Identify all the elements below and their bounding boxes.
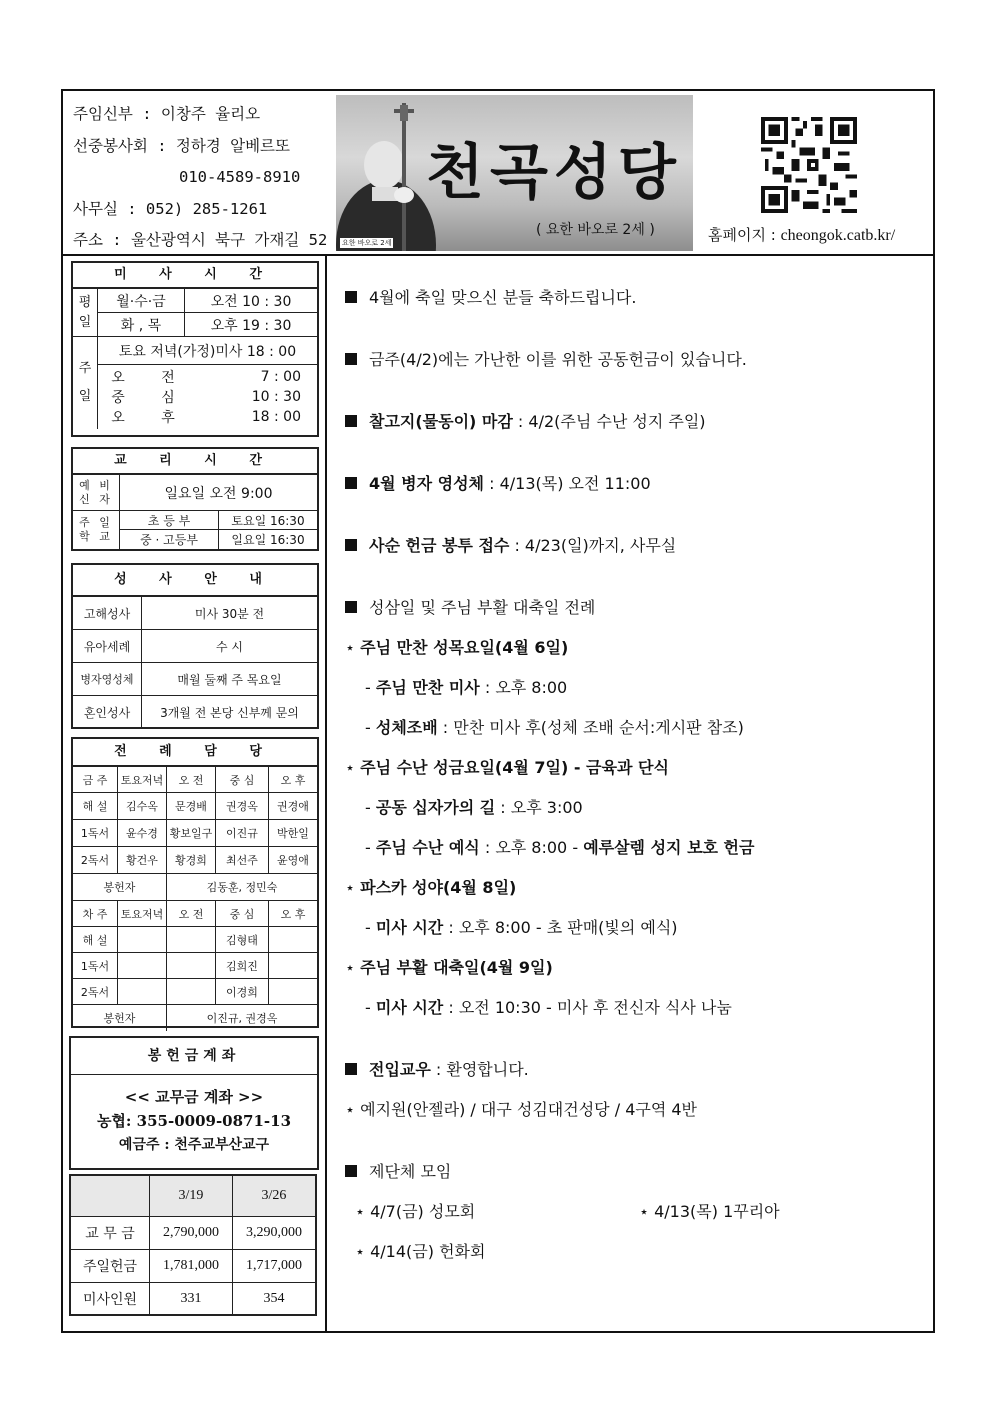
sunday-mass-b: 후: [161, 410, 175, 426]
liturgy-header: 중 심: [216, 767, 269, 793]
homepage-label: 홈페이지 :: [708, 226, 776, 244]
patron-saint: ( 요한 바오로 2세 ): [536, 222, 655, 238]
liturgy-cell: 권경애: [269, 793, 318, 820]
item-label: 미사 시간: [375, 998, 444, 1017]
liturgy-cell: 최선주: [216, 847, 269, 874]
bullet-square-icon: [345, 1063, 357, 1075]
item-text: : 오후 8:00 -: [479, 838, 584, 857]
catechumen-label: 예 비 신 자: [73, 475, 120, 511]
bullet-square-icon: [345, 477, 357, 489]
meeting-3: ⋆ 4/14(금) 헌화회: [355, 1242, 486, 1261]
notice-text: 제단체 모임: [369, 1162, 452, 1181]
liturgy-header: 오 전: [167, 767, 216, 793]
finance-label: 교 무 금: [71, 1216, 150, 1249]
mass-times-box: [71, 261, 319, 437]
mass-times-title: 미 사 시 간: [73, 263, 317, 288]
catechumen-time: 일요일 오전 9:00: [120, 475, 318, 511]
sacrament-name: 병자영성체: [73, 663, 142, 696]
liturgy-cell: 황보일구: [167, 820, 216, 847]
finance-box: [69, 1174, 317, 1316]
liturgy-cell: 윤영애: [269, 847, 318, 874]
liturgy-cell: [118, 927, 167, 953]
notice-text: : 환영합니다.: [430, 1060, 529, 1079]
notice-text: 4월에 축일 맞으신 분들 축하드립니다.: [369, 288, 637, 307]
good-friday-stations: - 공동 십자가의 길 : 오후 3:00: [365, 798, 583, 817]
sacrament-value: 3개월 전 본당 신부께 문의: [142, 696, 318, 729]
photo-caption: 요한 바오로 2세: [342, 239, 392, 247]
notice-4: [345, 471, 651, 494]
finance-label: 주일헌금: [71, 1249, 150, 1282]
finance-header: 3/19: [150, 1176, 233, 1216]
bullet-square-icon: [345, 1165, 357, 1177]
sunday-mass-a: 중: [111, 390, 125, 406]
notice-2: [345, 347, 747, 370]
finance-header: [71, 1176, 150, 1216]
item-label: 성체조배: [375, 718, 438, 737]
item-text: 4/7(금) 성모회: [370, 1202, 476, 1221]
finance-value: 354: [233, 1282, 316, 1315]
item-heading: 주님 만찬 성목요일(4월 6일): [360, 638, 569, 657]
good-friday: ⋆ 주님 수난 성금요일(4월 7일) - 금육과 단식: [345, 758, 669, 777]
sacraments-title: 성 사 안 내: [73, 565, 317, 596]
offering-names: 이진규, 권경옥: [167, 1005, 318, 1031]
school-time: 일요일 16:30: [219, 530, 318, 549]
bullet-square-icon: [345, 291, 357, 303]
sacrament-value: 미사 30분 전: [142, 597, 318, 630]
liturgy-cell: [269, 979, 318, 1005]
liturgy-cell: [167, 927, 216, 953]
sacrament-value: 매월 둘째 주 목요일: [142, 663, 318, 696]
holy-thursday-adoration: - 성체조배 : 만찬 미사 후(성체 조배 순서:게시판 참조): [365, 718, 744, 737]
account-line-1: << 교무금 계좌 >>: [124, 1088, 264, 1106]
account-holder: 예금주 : 천주교부산교구: [118, 1137, 270, 1153]
sacrament-name: 고해성사: [73, 597, 142, 630]
liturgy-header: 오 후: [269, 901, 318, 927]
notice-5: [345, 533, 676, 556]
liturgy-header: 오 전: [167, 901, 216, 927]
item-text: : 오후 8:00: [479, 678, 568, 697]
sacrament-value: 수 시: [142, 630, 318, 663]
bullet-square-icon: [345, 353, 357, 365]
liturgy-header: 차 주: [73, 901, 118, 927]
finance-value: 2,790,000: [150, 1216, 233, 1249]
liturgy-header: 오 후: [269, 767, 318, 793]
liturgy-header: 중 심: [216, 901, 269, 927]
liturgy-cell: [167, 979, 216, 1005]
office: 사무실 : 052) 285-1261: [73, 199, 268, 218]
liturgy-cell: 이경희: [216, 979, 269, 1005]
item-heading: 주님 부활 대축일(4월 9일): [360, 958, 553, 977]
item-label: 주님 만찬 미사: [375, 678, 480, 697]
liturgy-header: 금 주: [73, 767, 118, 793]
offering-names: 김동훈, 정민숙: [167, 874, 318, 901]
bullet-square-icon: [345, 539, 357, 551]
pastor: 주임신부 : 이창주 율리오: [73, 105, 261, 123]
liturgy-box: [71, 737, 319, 1028]
holy-thursday: ⋆ 주님 만찬 성목요일(4월 6일): [345, 638, 569, 657]
easter-sunday: ⋆ 주님 부활 대축일(4월 9일): [345, 958, 553, 977]
sunday-mass-time: 10 : 30: [251, 389, 301, 405]
sunday-mass-b: 심: [161, 390, 175, 406]
doctrine-box: [71, 447, 319, 551]
notice-heading: 4월 병자 영성체: [369, 474, 485, 493]
liturgy-cell: [269, 953, 318, 979]
notice-6: [345, 595, 595, 618]
notice-text: : 4/2(주님 수난 성지 주일): [512, 412, 706, 431]
notice-heading: 전입교우: [369, 1060, 431, 1079]
liturgy-cell: 김희진: [216, 953, 269, 979]
liturgy-cell: 윤수경: [118, 820, 167, 847]
liturgy-role: 2독서: [73, 979, 118, 1005]
finance-value: 3,290,000: [233, 1216, 316, 1249]
mass-time: 오후 19 : 30: [185, 313, 318, 337]
item-label: 주님 수난 예식: [375, 838, 480, 857]
notice-1: [345, 285, 636, 308]
liturgy-cell: [118, 979, 167, 1005]
liturgy-role: 해 설: [73, 927, 118, 953]
council: 선중봉사회 : 정하경 알베르또: [73, 136, 291, 155]
liturgy-cell: 박한일: [269, 820, 318, 847]
new-parishioner: ⋆ 예지원(안젤라) / 대구 성김대건성당 / 4구역 4반: [345, 1100, 698, 1119]
finance-header: 3/26: [233, 1176, 316, 1216]
liturgy-cell: [269, 927, 318, 953]
liturgy-role: 1독서: [73, 820, 118, 847]
liturgy-cell: 황건우: [118, 847, 167, 874]
offering-label: 봉헌자: [73, 874, 167, 901]
doctrine-title: 교 리 시 간: [73, 449, 317, 474]
notice-3: [345, 409, 706, 432]
finance-value: 1,781,000: [150, 1249, 233, 1282]
sunday-mass-a: 오: [111, 370, 125, 386]
qr-code-icon[interactable]: [761, 117, 857, 213]
liturgy-header: 토요저녁: [118, 767, 167, 793]
item-text: 4/13(목) 1꾸리아: [654, 1202, 780, 1221]
bullet-square-icon: [345, 601, 357, 613]
homepage-link[interactable]: [708, 224, 895, 245]
sunday-mass-time: 18 : 00: [251, 409, 301, 425]
liturgy-cell: 이진규: [216, 820, 269, 847]
weekday-label: 평일: [73, 289, 98, 337]
offering-label: 봉헌자: [73, 1005, 167, 1031]
church-banner: [336, 95, 693, 251]
item-text: 4/14(금) 헌화회: [370, 1242, 486, 1261]
easter-vigil: ⋆ 파스카 성야(4월 8일): [345, 878, 517, 897]
sunday-mass-time: 7 : 00: [260, 369, 301, 385]
item-text: : 오후 3:00: [495, 798, 583, 817]
item-text: : 오전 10:30 - 미사 후 전신자 식사 나눔: [443, 998, 732, 1017]
notice-heading: 사순 헌금 봉투 접수: [369, 536, 510, 555]
mass-days: 화 , 목: [98, 313, 185, 337]
account-title: 봉헌금계좌: [71, 1038, 317, 1075]
address: 주소 : 울산광역시 북구 가재길 52: [73, 231, 328, 249]
mass-days: 월·수·금: [98, 289, 185, 313]
sunday-school-label: 주 일 학 교: [73, 511, 120, 549]
liturgy-cell: 권경옥: [216, 793, 269, 820]
notice-heading: 찰고지(물동이) 마감: [369, 412, 513, 431]
sunday-mass-b: 전: [161, 370, 175, 386]
easter-vigil-time: - 미사 시간 : 오후 8:00 - 초 판매(빛의 예식): [365, 918, 678, 937]
header: [63, 91, 933, 256]
liturgy-header: 토요저녁: [118, 901, 167, 927]
item-text: : 만찬 미사 후(성체 조배 순서:게시판 참조): [437, 718, 744, 737]
finance-value: 1,717,000: [233, 1249, 316, 1282]
item-heading: 파스카 성야(4월 8일): [360, 878, 517, 897]
liturgy-title: 전 례 담 당: [73, 739, 317, 766]
sacraments-box: [71, 563, 319, 729]
notice-text: 금주(4/2)에는 가난한 이를 위한 공동헌금이 있습니다.: [369, 350, 747, 369]
notice-7: [345, 1057, 529, 1080]
saturday-mass: 토요 저녁(가정)미사 18 : 00: [98, 337, 318, 365]
column-divider: [325, 254, 327, 1331]
notice-8: [345, 1159, 451, 1182]
homepage-url[interactable]: cheongok.catb.kr/: [780, 227, 896, 244]
notice-text: 성삼일 및 주님 부활 대축일 전례: [369, 598, 596, 617]
bullet-square-icon: [345, 415, 357, 427]
sunday-mass-a: 오: [111, 410, 125, 426]
easter-sunday-time: - 미사 시간 : 오전 10:30 - 미사 후 전신자 식사 나눔: [365, 998, 732, 1017]
liturgy-cell: 김형태: [216, 927, 269, 953]
sacrament-name: 혼인성사: [73, 696, 142, 729]
phone: 010-4589-8910: [179, 168, 301, 186]
liturgy-role: 1독서: [73, 953, 118, 979]
item-label: 공동 십자가의 길: [375, 798, 496, 817]
notice-text: : 4/13(목) 오전 11:00: [484, 474, 651, 493]
liturgy-role: 해 설: [73, 793, 118, 820]
item-text: 예지원(안젤라) / 대구 성김대건성당 / 4구역 4반: [360, 1100, 698, 1119]
finance-label: 미사인원: [71, 1282, 150, 1315]
account-box: [69, 1036, 319, 1170]
sunday-label: 주일: [73, 337, 98, 430]
notice-text: : 4/23(일)까지, 사무실: [509, 536, 677, 555]
bulletin-frame: [61, 89, 935, 1333]
sacrament-name: 유아세례: [73, 630, 142, 663]
church-name: 천곡성당: [426, 138, 682, 208]
liturgy-cell: 김수옥: [118, 793, 167, 820]
finance-value: 331: [150, 1282, 233, 1315]
meeting-2: ⋆ 4/13(목) 1꾸리아: [639, 1202, 780, 1221]
school-group: 초 등 부: [120, 511, 219, 530]
contact-info: [73, 99, 327, 257]
liturgy-role: 2독서: [73, 847, 118, 874]
account-number: 농협: 355-0009-0871-13: [96, 1112, 292, 1130]
meeting-1: ⋆ 4/7(금) 성모회: [355, 1202, 476, 1221]
holy-thursday-mass: - 주님 만찬 미사 : 오후 8:00: [365, 678, 568, 697]
liturgy-cell: [167, 953, 216, 979]
item-label: 미사 시간: [375, 918, 444, 937]
good-friday-service: - 주님 수난 예식 : 오후 8:00 - 예루살렘 성지 보호 헌금: [365, 838, 755, 857]
item-text: : 오후 8:00 - 초 판매(빛의 예식): [443, 918, 678, 937]
liturgy-cell: [118, 953, 167, 979]
school-time: 토요일 16:30: [219, 511, 318, 530]
item-emphasis: 예루살렘 성지 보호 헌금: [583, 838, 755, 857]
liturgy-cell: 문경배: [167, 793, 216, 820]
mass-time: 오전 10 : 30: [185, 289, 318, 313]
item-heading: 주님 수난 성금요일(4월 7일) - 금육과 단식: [360, 758, 669, 777]
liturgy-cell: 황경희: [167, 847, 216, 874]
school-group: 중 · 고등부: [120, 530, 219, 549]
